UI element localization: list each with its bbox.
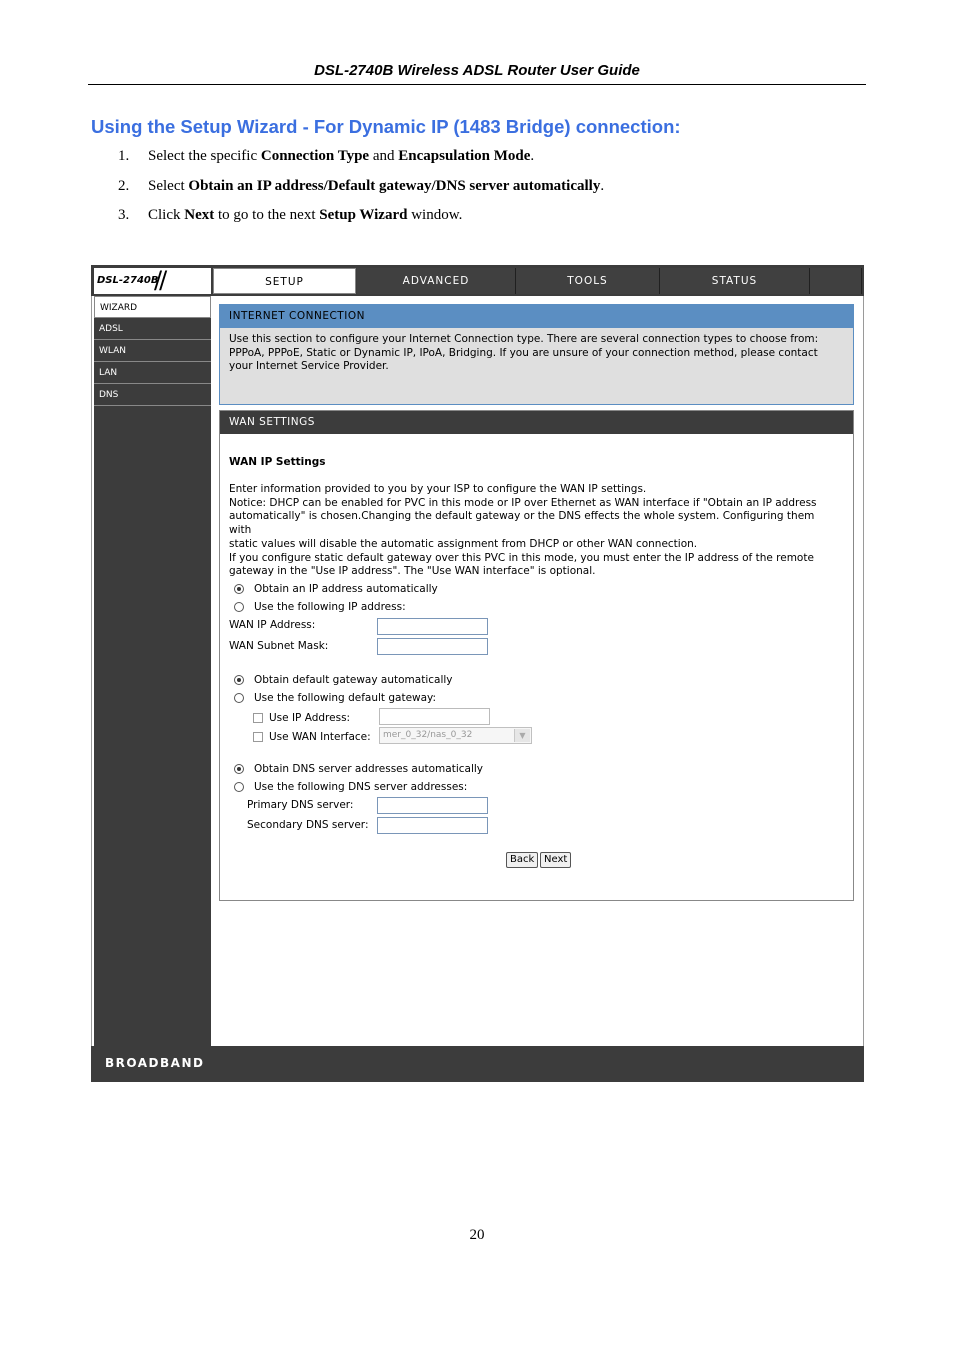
secondary-dns-input[interactable]: [377, 817, 488, 834]
wan-notice: Enter information provided to you by your ISP to configure the WAN IP settings. Notice: DHCP can be enabled for PVC in this mode or IP over Ethernet as WAN interface if "Obtain an IP address automatically" is chosen.Changing the default gateway or the DNS effects the whole system. Configuring them with static values will disable the automatic assignment from DHCP or other WAN connection. If you configure static default gateway over this PVC in this mode, you must enter the IP address of the remote gateway in the "Use IP address". The "Use WAN interface" is optional.: [229, 483, 817, 578]
step-item: 1. Select the specific Connection Type and Encapsulation Mode.: [118, 148, 535, 164]
primary-dns-label: Primary DNS server:: [247, 799, 354, 811]
next-button[interactable]: Next: [540, 852, 571, 868]
chevron-down-icon: ▼: [514, 729, 530, 742]
dns-manual-label: Use the following DNS server addresses:: [254, 781, 468, 793]
tab-status[interactable]: STATUS: [660, 268, 810, 294]
tab-setup[interactable]: SETUP: [213, 268, 356, 294]
wan-ip-label: WAN IP Address:: [229, 619, 316, 631]
sidebar-item-wlan[interactable]: WLAN: [94, 340, 211, 362]
wan-ip-input[interactable]: [377, 618, 488, 635]
ip-auto-label: Obtain an IP address automatically: [254, 583, 438, 595]
dns-auto-radio[interactable]: [234, 764, 244, 774]
wan-interface-select[interactable]: mer_0_32/nas_0_32 ▼: [379, 727, 532, 744]
sidebar-item-lan[interactable]: LAN: [94, 362, 211, 384]
wan-mask-input[interactable]: [377, 638, 488, 655]
secondary-dns-label: Secondary DNS server:: [247, 819, 369, 831]
use-ip-label: Use IP Address:: [269, 712, 351, 724]
page-number: 20: [469, 1227, 485, 1243]
step-list: [118, 146, 604, 235]
gateway-manual-label: Use the following default gateway:: [254, 692, 437, 704]
dns-manual-radio[interactable]: [234, 782, 244, 792]
router-screenshot: [91, 265, 864, 1082]
footer-brand: BROADBAND: [105, 1056, 205, 1070]
step-item: 3. Click Next to go to the next Setup Wizard window.: [118, 207, 463, 223]
panel-title: INTERNET CONNECTION: [220, 305, 853, 328]
sidebar-item-wizard[interactable]: WIZARD: [94, 296, 211, 318]
internet-connection-panel: [219, 304, 854, 405]
use-wan-checkbox[interactable]: [253, 732, 263, 742]
panel-description: Use this section to configure your Internet Connection type. There are several connection types to choose from: PPPoA, PPPoE, Static or Dynamic IP, IPoA, Bridging. If you are unsure of your connection method, please contact your Internet Service Provider.: [229, 333, 819, 372]
use-wan-label: Use WAN Interface:: [269, 731, 371, 743]
router-sidebar: [94, 296, 211, 1046]
wan-settings-panel: [219, 410, 854, 901]
logo-slashes-icon: //: [154, 266, 165, 294]
tab-advanced[interactable]: ADVANCED: [357, 268, 516, 294]
section-title: Using the Setup Wizard - For Dynamic IP (1483 Bridge) connection:: [91, 116, 681, 137]
gateway-auto-radio[interactable]: [234, 675, 244, 685]
ip-auto-radio[interactable]: [234, 584, 244, 594]
tab-spacer: [810, 268, 862, 294]
use-ip-input[interactable]: [379, 708, 490, 725]
sidebar-item-adsl[interactable]: ADSL: [94, 318, 211, 340]
header-rule: [88, 84, 866, 85]
back-button[interactable]: Back: [506, 852, 538, 868]
ip-manual-radio[interactable]: [234, 602, 244, 612]
router-topbar: [91, 265, 864, 296]
router-footer: [91, 1046, 864, 1082]
gateway-auto-label: Obtain default gateway automatically: [254, 674, 453, 686]
panel-title: WAN SETTINGS: [220, 411, 853, 434]
primary-dns-input[interactable]: [377, 797, 488, 814]
gateway-manual-radio[interactable]: [234, 693, 244, 703]
wan-ip-settings-title: WAN IP Settings: [229, 456, 326, 468]
ip-manual-label: Use the following IP address:: [254, 601, 406, 613]
sidebar-item-dns[interactable]: DNS: [94, 384, 211, 406]
use-ip-checkbox[interactable]: [253, 713, 263, 723]
document-header: DSL-2740B Wireless ADSL Router User Guide: [314, 62, 640, 79]
router-logo: DSL-2740B //: [94, 268, 211, 294]
step-item: 2. Select Obtain an IP address/Default gateway/DNS server automatically.: [118, 177, 605, 194]
wan-mask-label: WAN Subnet Mask:: [229, 640, 329, 652]
dns-auto-label: Obtain DNS server addresses automatically: [254, 763, 484, 775]
tab-tools[interactable]: TOOLS: [516, 268, 660, 294]
